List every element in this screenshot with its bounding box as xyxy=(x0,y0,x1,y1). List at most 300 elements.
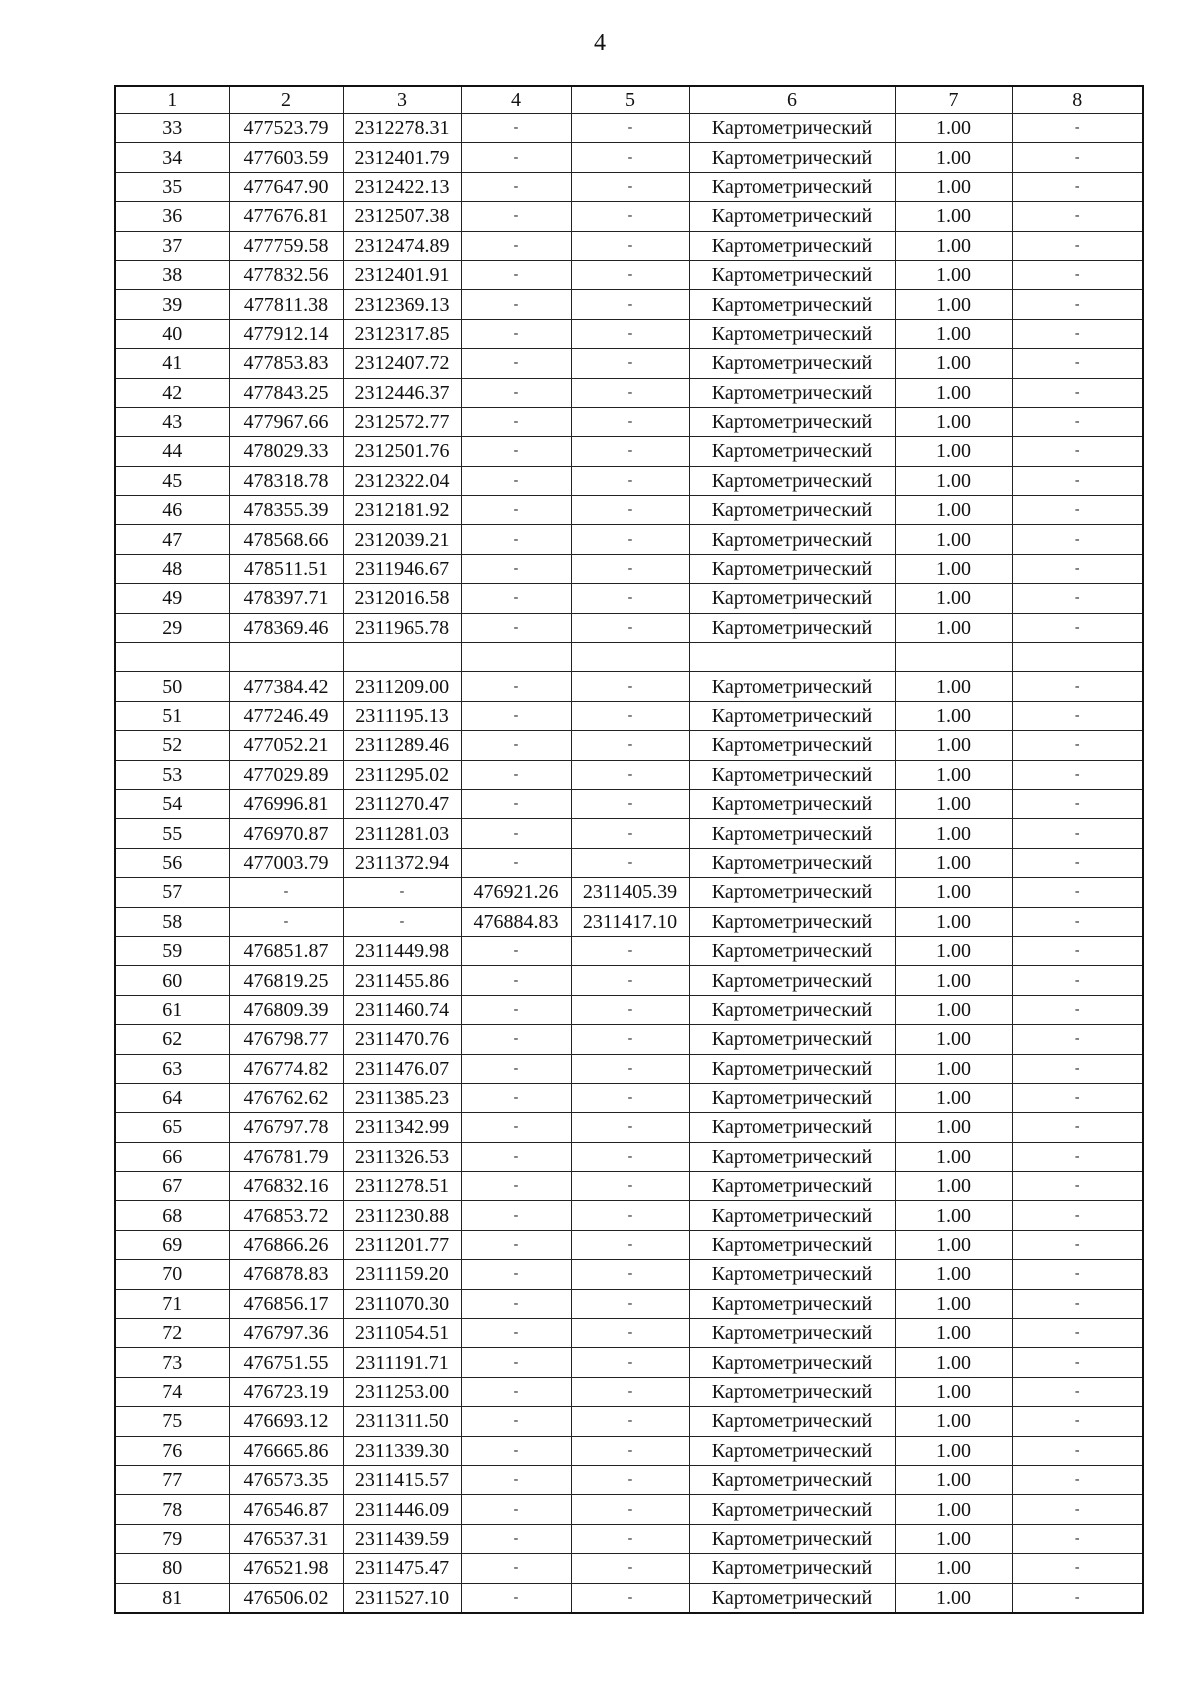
note-cell xyxy=(1012,643,1143,672)
x-alt-cell: - xyxy=(461,1025,571,1054)
accuracy-cell: 1.00 xyxy=(895,437,1012,466)
point-number-cell: 56 xyxy=(115,848,229,877)
accuracy-cell: 1.00 xyxy=(895,731,1012,760)
point-number-cell: 76 xyxy=(115,1436,229,1465)
header-row xyxy=(115,86,1143,114)
y-coordinate-cell: 2311385.23 xyxy=(343,1083,461,1112)
y-alt-cell: - xyxy=(571,789,689,818)
x-alt-cell: - xyxy=(461,995,571,1024)
x-alt-cell: - xyxy=(461,1172,571,1201)
y-coordinate-cell: 2311475.47 xyxy=(343,1554,461,1583)
note-cell: - xyxy=(1012,1230,1143,1259)
y-coordinate-cell: 2312322.04 xyxy=(343,466,461,495)
method-cell: Картометрический xyxy=(689,1554,895,1583)
table-row xyxy=(115,966,1143,995)
table-row xyxy=(115,202,1143,231)
point-number-cell: 60 xyxy=(115,966,229,995)
method-cell: Картометрический xyxy=(689,1113,895,1142)
x-alt-cell: - xyxy=(461,1260,571,1289)
note-cell: - xyxy=(1012,172,1143,201)
x-alt-cell: - xyxy=(461,407,571,436)
note-cell: - xyxy=(1012,936,1143,965)
y-alt-cell: - xyxy=(571,819,689,848)
y-coordinate-cell: 2312039.21 xyxy=(343,525,461,554)
note-cell: - xyxy=(1012,378,1143,407)
y-coordinate-cell: 2311253.00 xyxy=(343,1377,461,1406)
table-row xyxy=(115,936,1143,965)
x-coordinate-cell: 476573.35 xyxy=(229,1465,343,1494)
x-alt-cell: - xyxy=(461,319,571,348)
note-cell: - xyxy=(1012,1260,1143,1289)
y-coordinate-cell: 2312407.72 xyxy=(343,349,461,378)
note-cell: - xyxy=(1012,1554,1143,1583)
table-row xyxy=(115,643,1143,672)
method-cell: Картометрический xyxy=(689,437,895,466)
accuracy-cell: 1.00 xyxy=(895,907,1012,936)
x-alt-cell: - xyxy=(461,231,571,260)
method-cell: Картометрический xyxy=(689,260,895,289)
y-coordinate-cell: 2311311.50 xyxy=(343,1407,461,1436)
y-alt-cell: - xyxy=(571,936,689,965)
y-alt-cell: 2311405.39 xyxy=(571,878,689,907)
accuracy-cell: 1.00 xyxy=(895,260,1012,289)
method-cell: Картометрический xyxy=(689,672,895,701)
y-alt-cell: - xyxy=(571,1436,689,1465)
method-cell: Картометрический xyxy=(689,966,895,995)
y-coordinate-cell: 2311070.30 xyxy=(343,1289,461,1318)
y-alt-cell: - xyxy=(571,378,689,407)
y-coordinate-cell xyxy=(343,643,461,672)
accuracy-cell: 1.00 xyxy=(895,202,1012,231)
accuracy-cell: 1.00 xyxy=(895,231,1012,260)
y-alt-cell: - xyxy=(571,672,689,701)
accuracy-cell: 1.00 xyxy=(895,407,1012,436)
table-row xyxy=(115,554,1143,583)
x-coordinate-cell: 476723.19 xyxy=(229,1377,343,1406)
x-coordinate-cell: 476878.83 xyxy=(229,1260,343,1289)
accuracy-cell: 1.00 xyxy=(895,319,1012,348)
table-row xyxy=(115,848,1143,877)
note-cell: - xyxy=(1012,907,1143,936)
note-cell: - xyxy=(1012,1524,1143,1553)
point-number-cell: 69 xyxy=(115,1230,229,1259)
method-cell: Картометрический xyxy=(689,554,895,583)
point-number-cell: 48 xyxy=(115,554,229,583)
x-coordinate-cell: 477029.89 xyxy=(229,760,343,789)
y-coordinate-cell: 2311230.88 xyxy=(343,1201,461,1230)
accuracy-cell: 1.00 xyxy=(895,1230,1012,1259)
accuracy-cell xyxy=(895,643,1012,672)
x-alt-cell: - xyxy=(461,1230,571,1259)
point-number-cell: 63 xyxy=(115,1054,229,1083)
note-cell: - xyxy=(1012,437,1143,466)
method-cell: Картометрический xyxy=(689,1083,895,1112)
accuracy-cell: 1.00 xyxy=(895,1465,1012,1494)
x-coordinate-cell: 476537.31 xyxy=(229,1524,343,1553)
y-coordinate-cell: 2311281.03 xyxy=(343,819,461,848)
point-number-cell: 73 xyxy=(115,1348,229,1377)
method-cell: Картометрический xyxy=(689,1201,895,1230)
y-coordinate-cell: - xyxy=(343,878,461,907)
x-coordinate-cell: 477676.81 xyxy=(229,202,343,231)
y-alt-cell: - xyxy=(571,290,689,319)
method-cell: Картометрический xyxy=(689,1289,895,1318)
y-alt-cell: - xyxy=(571,319,689,348)
point-number-cell: 37 xyxy=(115,231,229,260)
method-cell: Картометрический xyxy=(689,114,895,143)
table-row xyxy=(115,260,1143,289)
method-cell: Картометрический xyxy=(689,1142,895,1171)
x-alt-cell: - xyxy=(461,437,571,466)
method-cell: Картометрический xyxy=(689,1319,895,1348)
x-alt-cell: - xyxy=(461,1495,571,1524)
x-alt-cell: - xyxy=(461,584,571,613)
method-cell: Картометрический xyxy=(689,143,895,172)
note-cell: - xyxy=(1012,731,1143,760)
method-cell: Картометрический xyxy=(689,466,895,495)
note-cell: - xyxy=(1012,1495,1143,1524)
method-cell: Картометрический xyxy=(689,907,895,936)
x-coordinate-cell: 477811.38 xyxy=(229,290,343,319)
x-alt-cell: 476884.83 xyxy=(461,907,571,936)
y-alt-cell: - xyxy=(571,1465,689,1494)
accuracy-cell: 1.00 xyxy=(895,936,1012,965)
y-coordinate-cell: 2311270.47 xyxy=(343,789,461,818)
y-coordinate-cell: 2311195.13 xyxy=(343,701,461,730)
y-alt-cell: - xyxy=(571,701,689,730)
x-alt-cell: - xyxy=(461,1289,571,1318)
table-row xyxy=(115,172,1143,201)
point-number-cell: 51 xyxy=(115,701,229,730)
x-coordinate-cell: 476781.79 xyxy=(229,1142,343,1171)
x-coordinate-cell: 476521.98 xyxy=(229,1554,343,1583)
x-alt-cell: - xyxy=(461,819,571,848)
table-row xyxy=(115,319,1143,348)
x-coordinate-cell: 476506.02 xyxy=(229,1583,343,1613)
x-coordinate-cell: 476797.36 xyxy=(229,1319,343,1348)
note-cell: - xyxy=(1012,584,1143,613)
point-number-cell: 71 xyxy=(115,1289,229,1318)
table-row xyxy=(115,437,1143,466)
x-alt-cell: - xyxy=(461,172,571,201)
table-row xyxy=(115,1083,1143,1112)
x-alt-cell: 476921.26 xyxy=(461,878,571,907)
x-coordinate-cell: 477603.59 xyxy=(229,143,343,172)
x-alt-cell: - xyxy=(461,848,571,877)
table-row xyxy=(115,1260,1143,1289)
table-row xyxy=(115,819,1143,848)
table-row xyxy=(115,1583,1143,1613)
x-coordinate-cell: 476996.81 xyxy=(229,789,343,818)
table-row xyxy=(115,466,1143,495)
point-number-cell: 66 xyxy=(115,1142,229,1171)
note-cell: - xyxy=(1012,1583,1143,1613)
accuracy-cell: 1.00 xyxy=(895,672,1012,701)
method-cell: Картометрический xyxy=(689,407,895,436)
accuracy-cell: 1.00 xyxy=(895,1348,1012,1377)
x-alt-cell: - xyxy=(461,1348,571,1377)
x-alt-cell: - xyxy=(461,789,571,818)
table-row xyxy=(115,407,1143,436)
x-alt-cell: - xyxy=(461,1554,571,1583)
accuracy-cell: 1.00 xyxy=(895,1113,1012,1142)
y-alt-cell: - xyxy=(571,1495,689,1524)
point-number-cell: 44 xyxy=(115,437,229,466)
point-number-cell xyxy=(115,643,229,672)
accuracy-cell: 1.00 xyxy=(895,584,1012,613)
point-number-cell: 39 xyxy=(115,290,229,319)
note-cell: - xyxy=(1012,819,1143,848)
note-cell: - xyxy=(1012,1025,1143,1054)
table-row xyxy=(115,1377,1143,1406)
y-alt-cell: - xyxy=(571,202,689,231)
accuracy-cell: 1.00 xyxy=(895,701,1012,730)
accuracy-cell: 1.00 xyxy=(895,466,1012,495)
note-cell: - xyxy=(1012,1436,1143,1465)
method-cell: Картометрический xyxy=(689,1260,895,1289)
point-number-cell: 49 xyxy=(115,584,229,613)
x-alt-cell: - xyxy=(461,1583,571,1613)
table-row xyxy=(115,907,1143,936)
point-number-cell: 58 xyxy=(115,907,229,936)
point-number-cell: 57 xyxy=(115,878,229,907)
method-cell: Картометрический xyxy=(689,878,895,907)
y-alt-cell: - xyxy=(571,584,689,613)
x-coordinate-cell: 476819.25 xyxy=(229,966,343,995)
note-cell: - xyxy=(1012,1377,1143,1406)
point-number-cell: 77 xyxy=(115,1465,229,1494)
y-alt-cell: - xyxy=(571,349,689,378)
point-number-cell: 62 xyxy=(115,1025,229,1054)
x-alt-cell: - xyxy=(461,936,571,965)
table-row xyxy=(115,1113,1143,1142)
method-cell: Картометрический xyxy=(689,231,895,260)
point-number-cell: 33 xyxy=(115,114,229,143)
method-cell: Картометрический xyxy=(689,1465,895,1494)
y-alt-cell: - xyxy=(571,1289,689,1318)
note-cell: - xyxy=(1012,407,1143,436)
table-row xyxy=(115,789,1143,818)
note-cell: - xyxy=(1012,554,1143,583)
x-coordinate-cell: 477843.25 xyxy=(229,378,343,407)
method-cell: Картометрический xyxy=(689,1230,895,1259)
y-coordinate-cell: 2311278.51 xyxy=(343,1172,461,1201)
table-row xyxy=(115,672,1143,701)
y-alt-cell: - xyxy=(571,1054,689,1083)
column-header: 7 xyxy=(895,86,1012,114)
x-alt-cell: - xyxy=(461,1407,571,1436)
accuracy-cell: 1.00 xyxy=(895,554,1012,583)
note-cell: - xyxy=(1012,143,1143,172)
y-coordinate-cell: 2311339.30 xyxy=(343,1436,461,1465)
note-cell: - xyxy=(1012,789,1143,818)
x-alt-cell: - xyxy=(461,613,571,642)
x-alt-cell: - xyxy=(461,525,571,554)
x-alt-cell: - xyxy=(461,1113,571,1142)
y-alt-cell: - xyxy=(571,966,689,995)
method-cell: Картометрический xyxy=(689,378,895,407)
method-cell: Картометрический xyxy=(689,1436,895,1465)
x-coordinate-cell: 477853.83 xyxy=(229,349,343,378)
column-header: 6 xyxy=(689,86,895,114)
accuracy-cell: 1.00 xyxy=(895,1201,1012,1230)
accuracy-cell: 1.00 xyxy=(895,1436,1012,1465)
x-coordinate-cell: 477912.14 xyxy=(229,319,343,348)
table-row xyxy=(115,525,1143,554)
x-coordinate-cell: 476797.78 xyxy=(229,1113,343,1142)
table-row xyxy=(115,1319,1143,1348)
accuracy-cell: 1.00 xyxy=(895,1319,1012,1348)
note-cell: - xyxy=(1012,760,1143,789)
note-cell: - xyxy=(1012,878,1143,907)
table-row xyxy=(115,1054,1143,1083)
y-coordinate-cell: 2311191.71 xyxy=(343,1348,461,1377)
x-alt-cell: - xyxy=(461,1377,571,1406)
y-alt-cell: - xyxy=(571,231,689,260)
note-cell: - xyxy=(1012,114,1143,143)
note-cell: - xyxy=(1012,966,1143,995)
x-coordinate-cell: 477052.21 xyxy=(229,731,343,760)
x-alt-cell: - xyxy=(461,466,571,495)
table-row xyxy=(115,995,1143,1024)
x-coordinate-cell: 477246.49 xyxy=(229,701,343,730)
method-cell: Картометрический xyxy=(689,202,895,231)
column-header: 8 xyxy=(1012,86,1143,114)
point-number-cell: 64 xyxy=(115,1083,229,1112)
table-row xyxy=(115,290,1143,319)
x-alt-cell: - xyxy=(461,731,571,760)
table-row xyxy=(115,1172,1143,1201)
column-header: 3 xyxy=(343,86,461,114)
method-cell: Картометрический xyxy=(689,701,895,730)
x-coordinate-cell: 476546.87 xyxy=(229,1495,343,1524)
column-header: 5 xyxy=(571,86,689,114)
table-row xyxy=(115,1348,1143,1377)
method-cell: Картометрический xyxy=(689,1172,895,1201)
note-cell: - xyxy=(1012,1407,1143,1436)
method-cell: Картометрический xyxy=(689,848,895,877)
method-cell: Картометрический xyxy=(689,789,895,818)
y-coordinate-cell: 2311527.10 xyxy=(343,1583,461,1613)
method-cell: Картометрический xyxy=(689,1054,895,1083)
x-coordinate-cell: 478568.66 xyxy=(229,525,343,554)
point-number-cell: 55 xyxy=(115,819,229,848)
y-alt-cell: - xyxy=(571,848,689,877)
y-coordinate-cell: 2311449.98 xyxy=(343,936,461,965)
x-alt-cell: - xyxy=(461,202,571,231)
point-number-cell: 52 xyxy=(115,731,229,760)
table-row xyxy=(115,613,1143,642)
y-coordinate-cell: 2312369.13 xyxy=(343,290,461,319)
point-number-cell: 70 xyxy=(115,1260,229,1289)
note-cell: - xyxy=(1012,496,1143,525)
accuracy-cell: 1.00 xyxy=(895,848,1012,877)
y-alt-cell: - xyxy=(571,1319,689,1348)
note-cell: - xyxy=(1012,701,1143,730)
y-alt-cell: - xyxy=(571,114,689,143)
y-alt-cell: - xyxy=(571,496,689,525)
method-cell: Картометрический xyxy=(689,319,895,348)
x-alt-cell: - xyxy=(461,1524,571,1553)
y-coordinate-cell: 2311946.67 xyxy=(343,554,461,583)
y-alt-cell: - xyxy=(571,525,689,554)
y-alt-cell: - xyxy=(571,143,689,172)
x-alt-cell: - xyxy=(461,1319,571,1348)
y-alt-cell: - xyxy=(571,1260,689,1289)
y-alt-cell: - xyxy=(571,1554,689,1583)
x-coordinate-cell: 476853.72 xyxy=(229,1201,343,1230)
x-coordinate-cell: 476665.86 xyxy=(229,1436,343,1465)
accuracy-cell: 1.00 xyxy=(895,760,1012,789)
y-coordinate-cell: 2311965.78 xyxy=(343,613,461,642)
y-coordinate-cell: 2311289.46 xyxy=(343,731,461,760)
y-alt-cell: - xyxy=(571,466,689,495)
y-alt-cell: - xyxy=(571,1172,689,1201)
method-cell: Картометрический xyxy=(689,1025,895,1054)
y-alt-cell: - xyxy=(571,407,689,436)
y-coordinate-cell: 2311159.20 xyxy=(343,1260,461,1289)
y-alt-cell: - xyxy=(571,1025,689,1054)
y-coordinate-cell: 2311372.94 xyxy=(343,848,461,877)
table-row xyxy=(115,1230,1143,1259)
column-header: 2 xyxy=(229,86,343,114)
x-coordinate-cell: 478511.51 xyxy=(229,554,343,583)
point-number-cell: 29 xyxy=(115,613,229,642)
page-number: 4 xyxy=(594,30,606,56)
method-cell: Картометрический xyxy=(689,1495,895,1524)
table-row xyxy=(115,701,1143,730)
method-cell: Картометрический xyxy=(689,1407,895,1436)
y-alt-cell: - xyxy=(571,995,689,1024)
accuracy-cell: 1.00 xyxy=(895,496,1012,525)
point-number-cell: 40 xyxy=(115,319,229,348)
x-alt-cell: - xyxy=(461,378,571,407)
table-row xyxy=(115,1554,1143,1583)
method-cell: Картометрический xyxy=(689,290,895,319)
accuracy-cell: 1.00 xyxy=(895,995,1012,1024)
accuracy-cell: 1.00 xyxy=(895,1495,1012,1524)
table-row xyxy=(115,760,1143,789)
note-cell: - xyxy=(1012,319,1143,348)
table-row xyxy=(115,143,1143,172)
accuracy-cell: 1.00 xyxy=(895,1524,1012,1553)
x-coordinate-cell: 476798.77 xyxy=(229,1025,343,1054)
note-cell: - xyxy=(1012,1083,1143,1112)
x-coordinate-cell: 476856.17 xyxy=(229,1289,343,1318)
table-row xyxy=(115,1495,1143,1524)
x-coordinate-cell: 478397.71 xyxy=(229,584,343,613)
y-alt-cell: - xyxy=(571,172,689,201)
method-cell: Картометрический xyxy=(689,584,895,613)
accuracy-cell: 1.00 xyxy=(895,613,1012,642)
point-number-cell: 41 xyxy=(115,349,229,378)
x-coordinate-cell: - xyxy=(229,878,343,907)
accuracy-cell: 1.00 xyxy=(895,1054,1012,1083)
x-coordinate-cell xyxy=(229,643,343,672)
note-cell: - xyxy=(1012,1142,1143,1171)
column-header: 1 xyxy=(115,86,229,114)
note-cell: - xyxy=(1012,848,1143,877)
y-alt-cell: - xyxy=(571,1230,689,1259)
note-cell: - xyxy=(1012,1113,1143,1142)
table-row xyxy=(115,1289,1143,1318)
y-coordinate-cell: 2311439.59 xyxy=(343,1524,461,1553)
x-alt-cell: - xyxy=(461,760,571,789)
y-coordinate-cell: 2311470.76 xyxy=(343,1025,461,1054)
note-cell: - xyxy=(1012,1172,1143,1201)
point-number-cell: 36 xyxy=(115,202,229,231)
y-alt-cell: - xyxy=(571,1348,689,1377)
